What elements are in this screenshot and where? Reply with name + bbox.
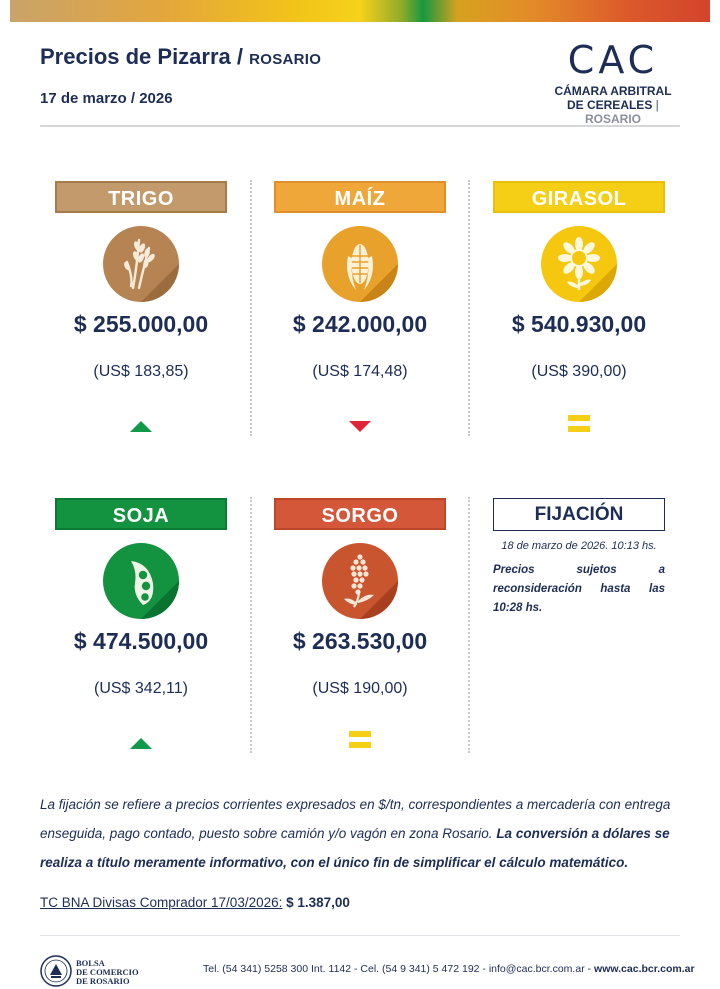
trend-equal-icon [563,413,595,433]
product-card-maiz [274,181,446,380]
exchange-rate-value: $ 1.387,00 [282,895,350,910]
page-title-main: Precios de Pizarra / [40,44,243,69]
exchange-rate [40,895,350,910]
cac-logo-city: ROSARIO [584,112,641,126]
product-card-sorgo [274,498,446,697]
footnote-bold: La conversión a dólares se realiza a título meramente informativo, con el único fin de simplificar el cálculo matemático. [40,826,670,870]
cac-logo-line2-main: DE CEREALES [566,98,653,112]
column-divider [468,497,470,753]
price-usd: (US$ 183,85) [93,363,189,380]
contact-info: Tel. (54 341) 5258 300 Int. 1142 - Cel. (54 9 341) 5 472 192 - info@cac.bcr.com.ar - [203,963,595,975]
cac-logo [548,40,678,126]
header-divider [40,125,680,127]
column-divider [468,180,470,436]
bolsa-logo [40,954,150,988]
wheat-icon [103,226,179,302]
price-ars: $ 263.530,00 [292,628,428,654]
price-usd: (US$ 190,00) [312,680,408,697]
price-ars: $ 255.000,00 [73,311,209,337]
footer-contact [203,963,695,975]
bolsa-line3: DE ROSARIO [76,976,130,986]
product-card-trigo [55,181,227,380]
page-title-city: ROSARIO [249,51,322,68]
page-date: 17 de marzo / 2026 [40,90,173,107]
cac-logo-line1: CÁMARA ARBITRAL [554,84,672,98]
product-label: SOJA [55,498,227,530]
bolsa-line2: DE COMERCIO [76,967,139,977]
product-card-soja [55,498,227,697]
trend-up-icon [125,734,157,754]
footnote [40,790,680,877]
bolsa-seal-icon [40,955,72,987]
price-ars: $ 242.000,00 [292,311,428,337]
product-label: SORGO [274,498,446,530]
top-color-bar [10,0,710,22]
cac-logo-line2 [548,98,678,126]
trend-up-icon [125,417,157,437]
fixing-note: Precios sujetos a reconsideración hasta las 10:28 hs. [493,564,665,614]
fixing-title: FIJACIÓN [493,498,665,531]
price-usd: (US$ 174,48) [312,363,408,380]
soybean-icon [103,543,179,619]
price-usd: (US$ 390,00) [531,363,627,380]
sorghum-icon [322,543,398,619]
price-usd: (US$ 342,11) [94,680,188,697]
trend-equal-icon [344,729,376,749]
exchange-rate-label: TC BNA Divisas Comprador 17/03/2026: [40,895,283,910]
price-ars: $ 474.500,00 [73,628,209,654]
footnote-plain: La fijación se refiere a precios corrientes expresados en $/tn, correspondientes a mercadería con entrega enseguida, pago contado, puesto sobre camión y/o vagón en zona Rosario. [40,797,671,841]
footer-divider [40,935,680,936]
product-card-girasol [493,181,665,380]
cac-logo-separator: | [652,98,660,112]
cac-logo-mark: CAC [567,38,659,82]
corn-icon [322,226,398,302]
bolsa-logo-text [76,959,139,986]
product-label: GIRASOL [493,181,665,213]
website-link[interactable]: www.cac.bcr.com.ar [594,963,695,975]
sunflower-icon [541,226,617,302]
product-label: TRIGO [55,181,227,213]
bolsa-line1: BOLSA [76,958,105,968]
trend-down-icon [344,417,376,437]
page-title [40,44,321,70]
price-ars: $ 540.930,00 [511,311,647,337]
product-label: MAÍZ [274,181,446,213]
fixing-datetime: 18 de marzo de 2026. 10:13 hs. [501,540,657,552]
column-divider [250,180,252,436]
column-divider [250,497,252,753]
